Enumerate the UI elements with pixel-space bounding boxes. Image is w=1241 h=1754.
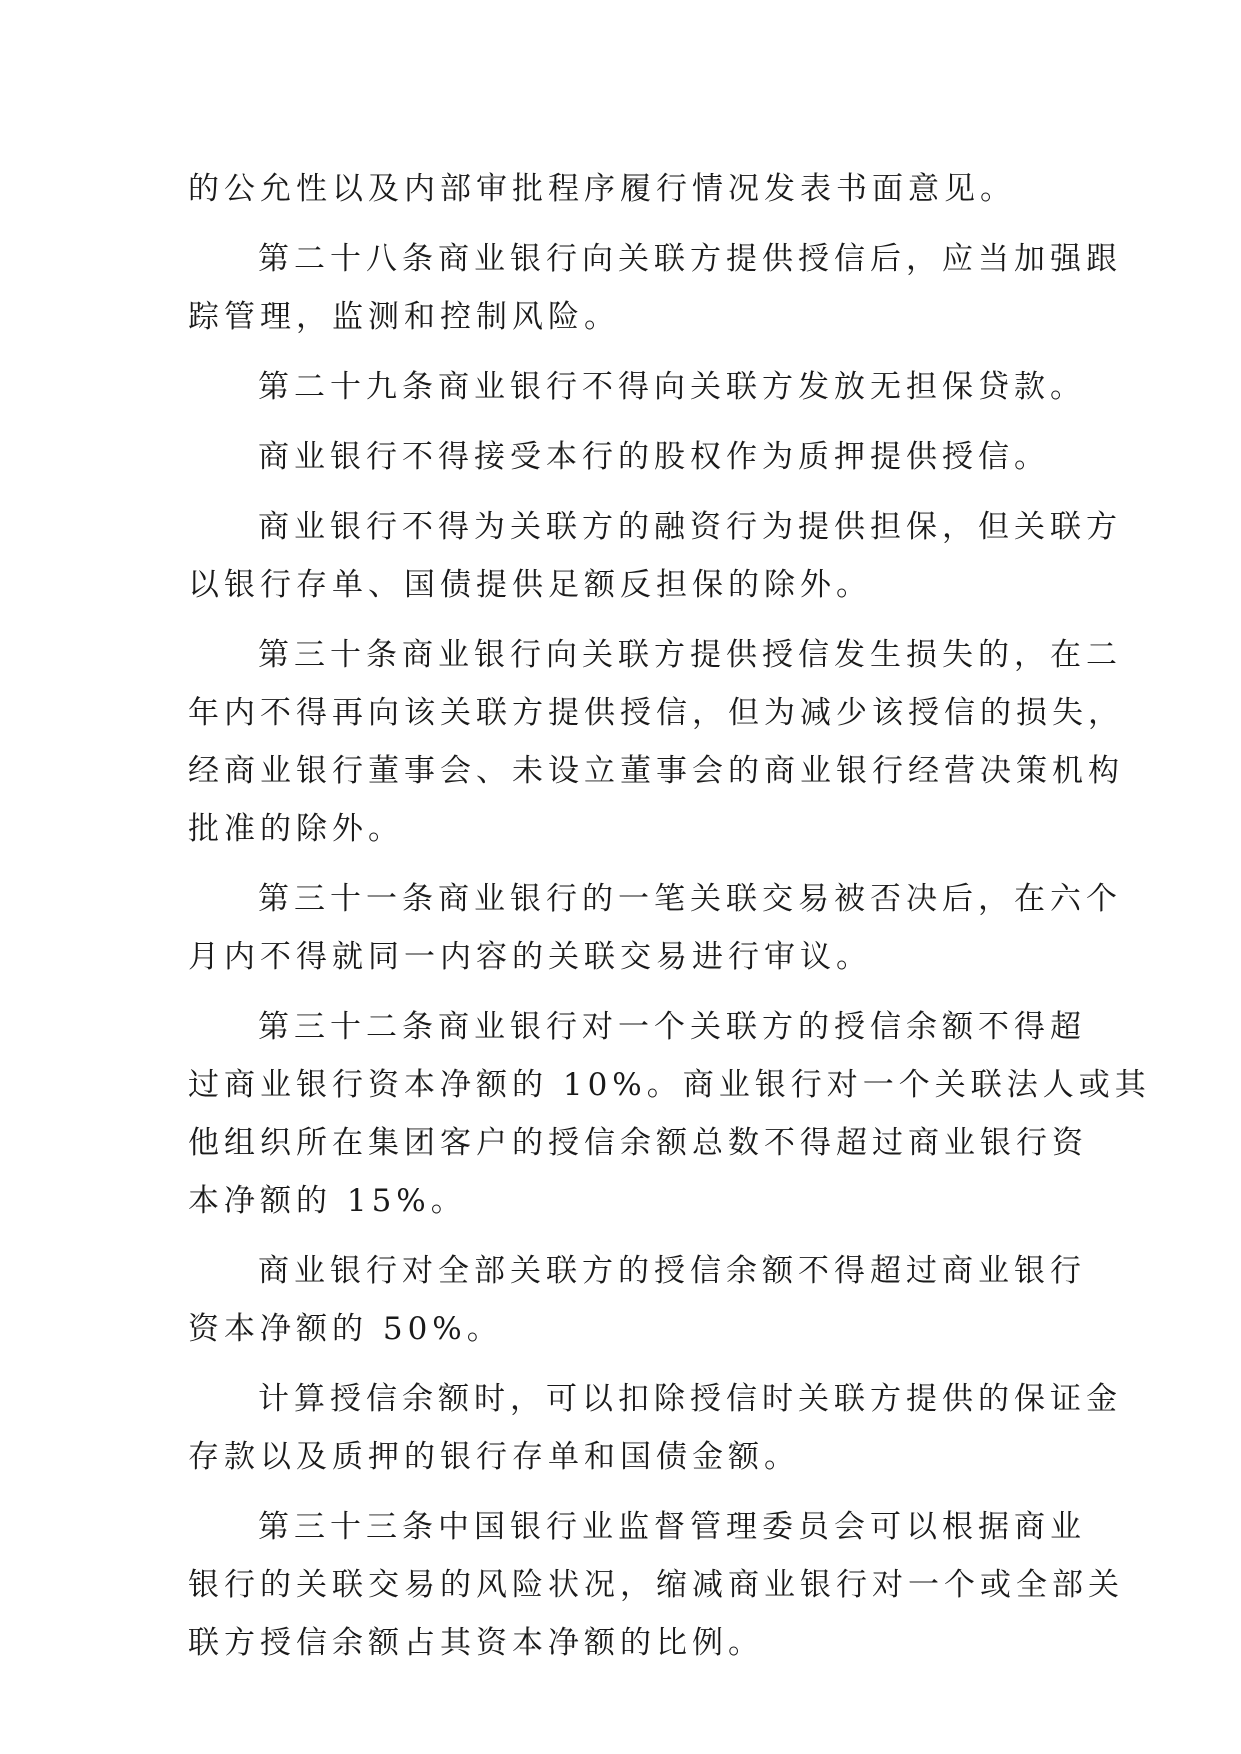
paragraph-line: 商业银行不得接受本行的股权作为质押提供授信。	[258, 439, 1050, 475]
paragraph-disclosure-opinion	[188, 160, 1068, 218]
paragraph-article-31	[188, 870, 1122, 986]
paragraph-line: 第三十一条商业银行的一笔关联交易被否决后，在六个	[258, 881, 1122, 917]
paragraph-line: 以银行存单、国债提供足额反担保的除外。	[188, 567, 872, 603]
paragraph-line: 年内不得再向该关联方提供授信，但为减少该授信的损失，	[188, 695, 1124, 731]
paragraph-line: 商业银行不得为关联方的融资行为提供担保，但关联方	[258, 509, 1122, 545]
paragraph-line: 资本净额的 50%。	[188, 1311, 503, 1347]
paragraph-line: 联方授信余额占其资本净额的比例。	[188, 1625, 764, 1661]
paragraph-article-32	[188, 998, 1151, 1230]
paragraph-article-29	[188, 358, 1086, 416]
paragraph-line: 第二十九条商业银行不得向关联方发放无担保贷款。	[258, 369, 1086, 405]
paragraph-line: 存款以及质押的银行存单和国债金额。	[188, 1439, 800, 1475]
paragraph-no-guarantee	[188, 498, 1122, 614]
paragraph-line: 第三十二条商业银行对一个关联方的授信余额不得超	[258, 1009, 1086, 1045]
paragraph-line: 踪管理，监测和控制风险。	[188, 299, 620, 335]
paragraph-credit-balance-calculation	[188, 1370, 1122, 1486]
paragraph-line: 商业银行对全部关联方的授信余额不得超过商业银行	[258, 1253, 1086, 1289]
paragraph-article-30	[188, 626, 1124, 858]
paragraph-line: 批准的除外。	[188, 811, 404, 847]
paragraph-total-credit-limit	[188, 1242, 1086, 1358]
document-body	[188, 160, 1151, 1672]
paragraph-line: 本净额的 15%。	[188, 1183, 467, 1219]
paragraph-line: 他组织所在集团客户的授信余额总数不得超过商业银行资	[188, 1125, 1088, 1161]
paragraph-line: 计算授信余额时，可以扣除授信时关联方提供的保证金	[258, 1381, 1122, 1417]
paragraph-article-33	[188, 1498, 1124, 1672]
paragraph-article-28	[188, 230, 1122, 346]
paragraph-no-pledge-own-shares	[188, 428, 1068, 486]
paragraph-line: 经商业银行董事会、未设立董事会的商业银行经营决策机构	[188, 753, 1124, 789]
paragraph-line: 的公允性以及内部审批程序履行情况发表书面意见。	[188, 171, 1016, 207]
paragraph-line: 第三十条商业银行向关联方提供授信发生损失的，在二	[258, 637, 1122, 673]
paragraph-line: 月内不得就同一内容的关联交易进行审议。	[188, 939, 872, 975]
paragraph-line: 银行的关联交易的风险状况，缩减商业银行对一个或全部关	[188, 1567, 1124, 1603]
paragraph-line: 过商业银行资本净额的 10%。商业银行对一个关联法人或其	[188, 1067, 1151, 1103]
paragraph-line: 第三十三条中国银行业监督管理委员会可以根据商业	[258, 1509, 1086, 1545]
paragraph-line: 第二十八条商业银行向关联方提供授信后，应当加强跟	[258, 241, 1122, 277]
